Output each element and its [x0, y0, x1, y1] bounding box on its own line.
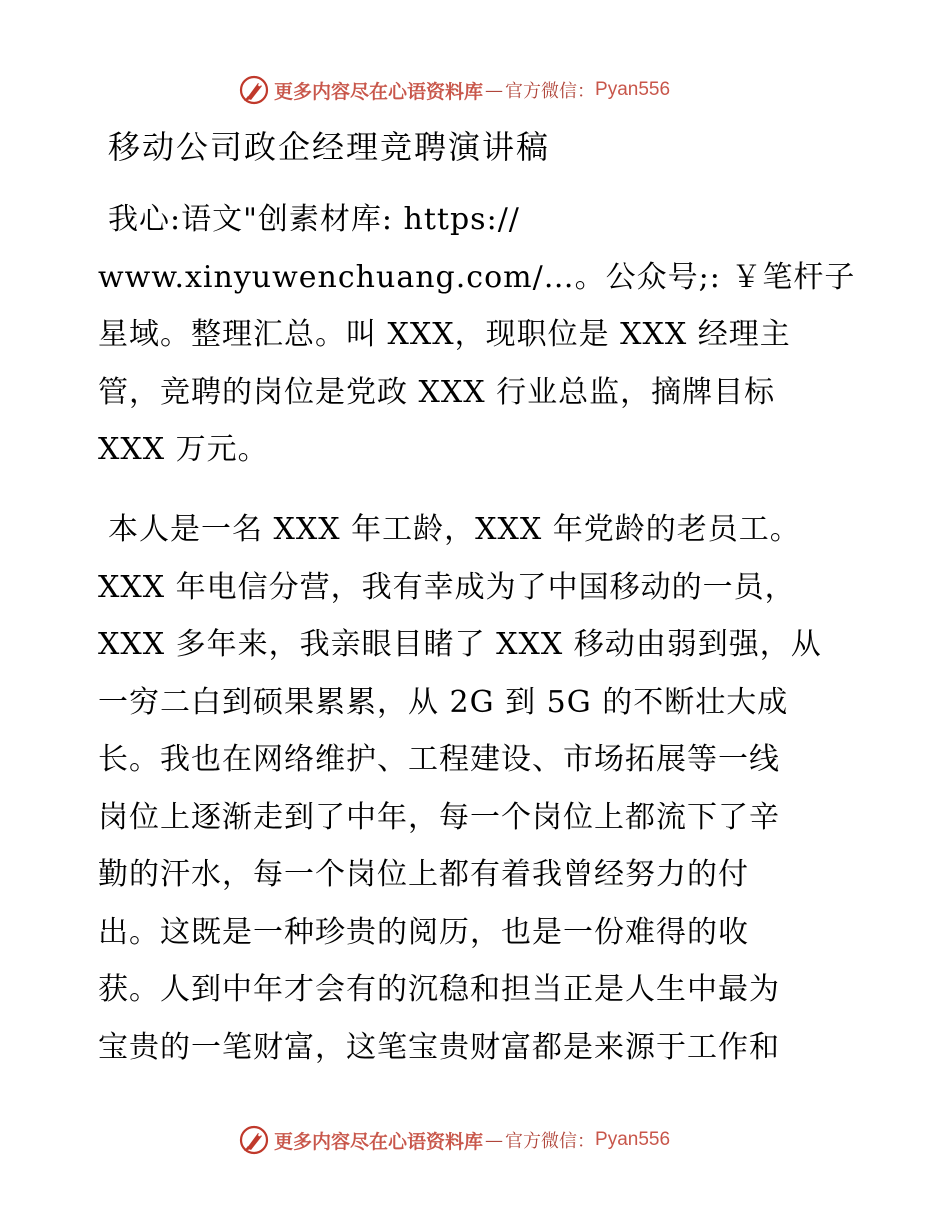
- paragraph-line: 获。人到中年才会有的沉稳和担当正是人生中最为: [98, 972, 780, 1007]
- pen-nib-logo-icon: [238, 1124, 270, 1156]
- paragraph-line: 勤的汗水，每一个岗位上都有着我曾经努力的付: [98, 857, 749, 892]
- paragraph-line: 一穷二白到硕果累累，从 2G 到 5G 的不断壮大成: [98, 684, 789, 720]
- footer-banner-wechat-label: 官方微信：: [505, 1131, 596, 1152]
- paragraph-line: XXX 年电信分营，我有幸成为了中国移动的一员，: [98, 569, 796, 605]
- paragraph-line: www.xinyuwenchuang.com/…。公众号;: ￥笔杆子: [98, 259, 856, 295]
- footer-banner-separator: —: [485, 1129, 504, 1151]
- paragraph-2: [98, 501, 850, 1076]
- header-banner-separator: —: [485, 79, 504, 101]
- paragraph-line: XXX 多年来，我亲眼目睹了 XXX 移动由弱到强，从: [98, 627, 822, 662]
- paragraph-line: 长。我也在网络维护、工程建设、市场拓展等一线: [98, 742, 780, 777]
- header-banner-main-text: 更多内容尽在心语资料库: [274, 80, 484, 103]
- paragraph-line: 我心:语文"创素材库: https://: [108, 202, 520, 237]
- document-title: 移动公司政企经理竞聘演讲稿: [108, 128, 551, 166]
- paragraph-line: 管，竞聘的岗位是党政 XXX 行业总监，摘牌目标: [98, 374, 776, 410]
- footer-banner-main-text: 更多内容尽在心语资料库: [274, 1130, 484, 1153]
- header-banner: [238, 73, 670, 107]
- header-banner-wechat-label: 官方微信：: [505, 81, 596, 102]
- header-banner-wechat-id: Pyan556: [595, 79, 671, 100]
- paragraph-1: [98, 191, 856, 479]
- pen-nib-logo-icon: [238, 74, 270, 106]
- paragraph-line: 星域。整理汇总。叫 XXX，现职位是 XXX 经理主: [98, 317, 791, 352]
- paragraph-line: 本人是一名 XXX 年工龄，XXX 年党龄的老员工。: [108, 512, 801, 547]
- paragraph-line: 岗位上逐渐走到了中年，每一个岗位上都流下了辛: [98, 799, 780, 835]
- paragraph-line: XXX 万元。: [98, 432, 269, 467]
- paragraph-line: 出。这既是一种珍贵的阅历，也是一份难得的收: [98, 914, 749, 950]
- footer-banner-wechat-id: Pyan556: [595, 1129, 671, 1150]
- footer-banner: [238, 1123, 670, 1157]
- paragraph-line: 宝贵的一笔财富，这笔宝贵财富都是来源于工作和: [98, 1029, 780, 1065]
